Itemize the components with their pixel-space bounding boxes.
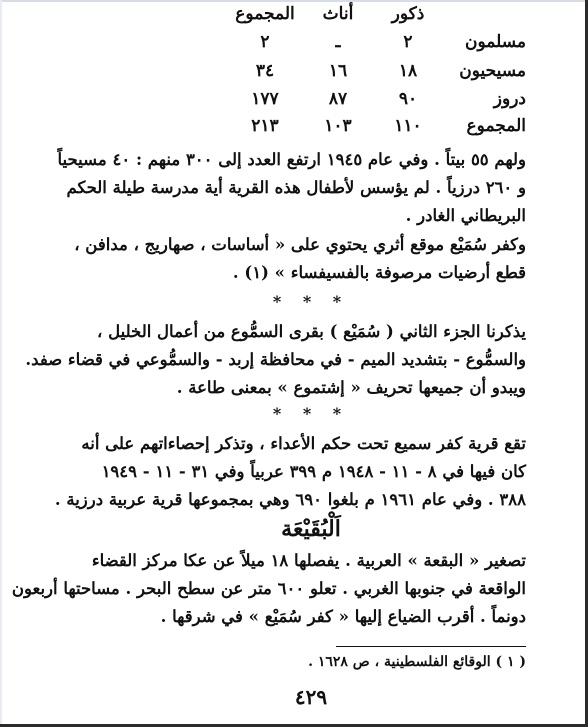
text-line: وكفر سُمَيْع موقع أثري يحتوي على « أساسات ، صهاريج ، مدافن ،	[74, 235, 526, 254]
text-line: تصغير « البقعة » العربية . يفصلها ١٨ ميلاً عن عكا مركز القضاء	[91, 551, 526, 570]
paragraph-occupation	[54, 430, 526, 514]
window-left-border	[0, 0, 2, 727]
text-line: قطع أرضيات مرصوفة بالفسيفساء » (١) .	[232, 263, 526, 282]
row-total: ١٧٧	[251, 89, 279, 109]
row-male: ١٨	[398, 61, 418, 81]
text-line: ولهم ٥٥ بيتاً . وفي عام ١٩٤٥ ارتفع العدد إلى ٣٠٠ منهم : ٤٠ مسيحياً	[57, 150, 526, 169]
row-total: ٢١٣	[251, 116, 279, 136]
header-total: المجموع	[235, 4, 295, 24]
paragraph-archaeology	[74, 231, 526, 287]
text-line: دونماً . أقرب الضياع إليها « كفر سُمَيْع » في شرقها .	[160, 607, 526, 626]
row-label: المجموع	[466, 116, 526, 136]
row-female: ـ	[335, 32, 341, 52]
row-label: مسلمون	[465, 32, 526, 52]
row-label: مسيحيون	[459, 61, 526, 81]
header-female: أناث	[322, 4, 354, 24]
page-number: ٤٢٩	[294, 685, 328, 709]
text-line: ٣٨٨ . وفي عام ١٩٦١ م بلغوا ٦٩٠ وهي بمجموعها قرية عربية درزية .	[54, 490, 526, 509]
row-female: ٨٧	[328, 89, 348, 109]
row-total: ٢	[260, 32, 270, 52]
text-line: يذكرنا الجزء الثاني ( سُمَيْع ) بقرى السمُّوع من أعمال الخليل ،	[97, 322, 526, 341]
text-line: البريطاني الغادر .	[405, 206, 526, 225]
text-line: و ٢٦٠ درزياً . لم يؤسس لأطفال هذه القرية أية مدرسة طيلة الحكم	[66, 178, 526, 197]
paragraph-etymology	[25, 318, 526, 402]
text-line: تقع قرية كفر سميع تحت حكم الأعداء ، وتذكر إحصاءاتهم على أنه	[81, 434, 526, 453]
footnote: ( ١ ) الوقائع الفلسطينية ، ص ١٦٢٨ .	[308, 654, 526, 670]
table-row	[96, 61, 526, 87]
paragraph-population	[57, 146, 526, 230]
footnote-divider	[336, 646, 526, 647]
document-page	[11, 0, 526, 727]
table-row	[96, 32, 526, 58]
text-line: والسمُّوع - بتشديد الميم - في محافظة إربد - والسمُّوعي في قضاء صفد.	[25, 350, 526, 369]
text-line: ويبدو أن جميعها تحريف « إشتموع » بمعنى طاعة .	[176, 378, 526, 397]
table-row	[96, 89, 526, 115]
row-male: ١١٠	[394, 116, 422, 136]
text-line: كان فيها في ٨ - ١١ - ١٩٤٨ م ٣٩٩ عربياً وفي ٣١ - ١١ - ١٩٤٩	[101, 462, 526, 481]
section-separator: * * *	[272, 404, 350, 423]
text-line: الواقعة في جنوبها الغربي . تعلو ٦٠٠ متر عن سطح البحر . مساحتها أربعون	[11, 579, 526, 598]
row-male: ٩٠	[398, 89, 418, 109]
header-male: ذكور	[391, 4, 425, 24]
table-row	[96, 116, 526, 142]
section-heading: اَلْبُقَيْعَة	[281, 516, 341, 542]
row-female: ١٠٣	[324, 116, 352, 136]
section-separator: * * *	[272, 292, 350, 311]
row-male: ٢	[403, 32, 413, 52]
paragraph-buqeia	[11, 547, 526, 631]
table-header	[96, 4, 526, 28]
row-total: ٣٤	[255, 61, 275, 81]
row-label: دروز	[493, 89, 526, 109]
row-female: ١٦	[328, 61, 348, 81]
